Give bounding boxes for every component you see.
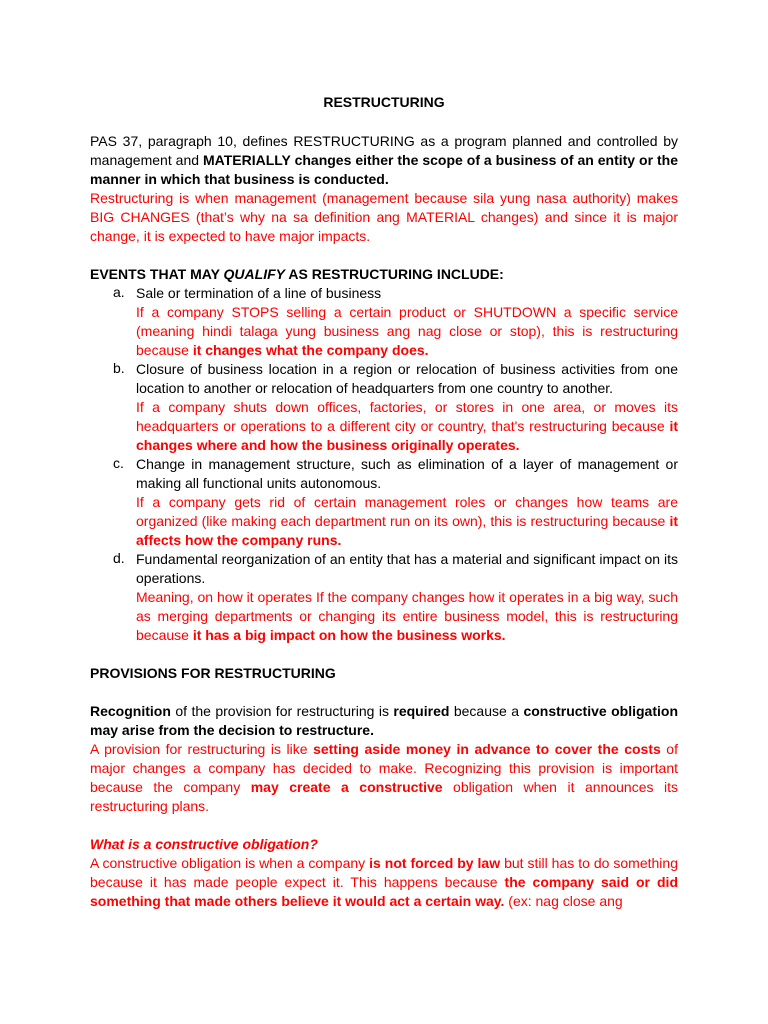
spacer <box>90 816 678 835</box>
events-heading-italic: QUALIFY <box>223 266 285 282</box>
event-note-text: Meaning, on how it operates If the company changes how it operates in a big way, such as merging departments or changing its entire business model, this is restructuring because <box>136 589 678 643</box>
answer-paragraph <box>90 854 678 911</box>
event-text: Fundamental reorganization of an entity that has a material and significant impact on its operations. <box>136 551 678 586</box>
recognition-bold: required <box>393 703 450 719</box>
event-note-bold: it changes where and how the business originally operates. <box>136 418 678 453</box>
events-heading-part: AS RESTRUCTURING INCLUDE: <box>285 266 504 282</box>
event-note <box>136 303 678 360</box>
event-note <box>136 398 678 455</box>
recognition-note-bold: may create a constructive <box>250 779 443 795</box>
intro-bold-text: MATERIALLY changes either the scope of a business of an entity or the manner in which that business is conducted. <box>90 152 678 187</box>
event-note <box>136 493 678 550</box>
event-note <box>136 588 678 645</box>
answer-text: but still has to do something because it has made people expect it. This happens because <box>90 855 678 890</box>
spacer <box>90 246 678 265</box>
list-marker: d. <box>113 550 125 566</box>
answer-text: (ex: nag close ang <box>504 893 623 909</box>
events-heading-part: EVENTS THAT MAY <box>90 266 224 282</box>
recognition-note <box>90 740 678 816</box>
event-note-text: If a company gets rid of certain management roles or changes how teams are organized (like making each department run on its own), this is restructuring because <box>136 494 678 529</box>
event-note-text: If a company STOPS selling a certain product or SHUTDOWN a specific service (meaning hindi talaga yung business ang nag close or stop), this is restructuring because <box>136 304 678 358</box>
recognition-text: because a <box>449 703 524 719</box>
recognition-bold: constructive obligation may arise from the decision to restructure. <box>90 703 678 738</box>
list-item <box>90 284 678 360</box>
event-note-text: If a company shuts down offices, factories, or stores in one area, or moves its headquarters or operations to a different city or country, that's restructuring because <box>136 399 678 434</box>
events-heading <box>90 265 678 284</box>
spacer <box>90 683 678 702</box>
list-item <box>90 360 678 455</box>
spacer <box>90 645 678 664</box>
event-text: Sale or termination of a line of business <box>136 285 382 301</box>
list-marker: c. <box>113 455 124 471</box>
recognition-note-text: of major changes a company has decided to make. Recognizing this provision is important because the company <box>90 741 678 795</box>
list-item <box>90 550 678 645</box>
recognition-note-bold: setting aside money in advance to cover the costs <box>313 741 661 757</box>
recognition-note-text: A provision for restructuring is like <box>90 741 314 757</box>
list-item <box>90 455 678 550</box>
question-heading: What is a constructive obligation? <box>90 836 318 852</box>
event-note-bold: it has a big impact on how the business works. <box>192 627 506 643</box>
recognition-paragraph <box>90 702 678 740</box>
answer-bold: the company said or did something that made others believe it would act a certain way. <box>90 874 678 909</box>
intro-note: Restructuring is when management (management because sila yung nasa authority) makes BIG CHANGES (that’s why na sa definition ang MATERIAL changes) and since it is major change, it is expected to have major impacts. <box>90 190 678 244</box>
provisions-heading: PROVISIONS FOR RESTRUCTURING <box>90 665 336 681</box>
document-page <box>90 93 678 911</box>
event-text: Closure of business location in a region or relocation of business activities from one location to another or relocation of headquarters from one country to another. <box>136 361 678 396</box>
list-marker: a. <box>113 284 125 300</box>
answer-text: A constructive obligation is when a company <box>90 855 370 871</box>
recognition-note-text: obligation when it announces its restructuring plans. <box>90 779 678 814</box>
document-title: RESTRUCTURING <box>323 94 445 110</box>
recognition-bold: Recognition <box>90 703 171 719</box>
intro-paragraph <box>90 132 678 189</box>
answer-bold: is not forced by law <box>369 855 501 871</box>
event-text: Change in management structure, such as elimination of a layer of management or making all functional units autonomous. <box>136 456 678 491</box>
event-note-bold: it changes what the company does. <box>192 342 429 358</box>
list-marker: b. <box>113 360 125 376</box>
events-list <box>90 284 678 645</box>
intro-text: PAS 37, paragraph 10, defines RESTRUCTURING as a program planned and controlled by management and <box>90 133 678 168</box>
recognition-text: of the provision for restructuring is <box>170 703 394 719</box>
event-note-bold: it affects how the company runs. <box>136 513 678 548</box>
